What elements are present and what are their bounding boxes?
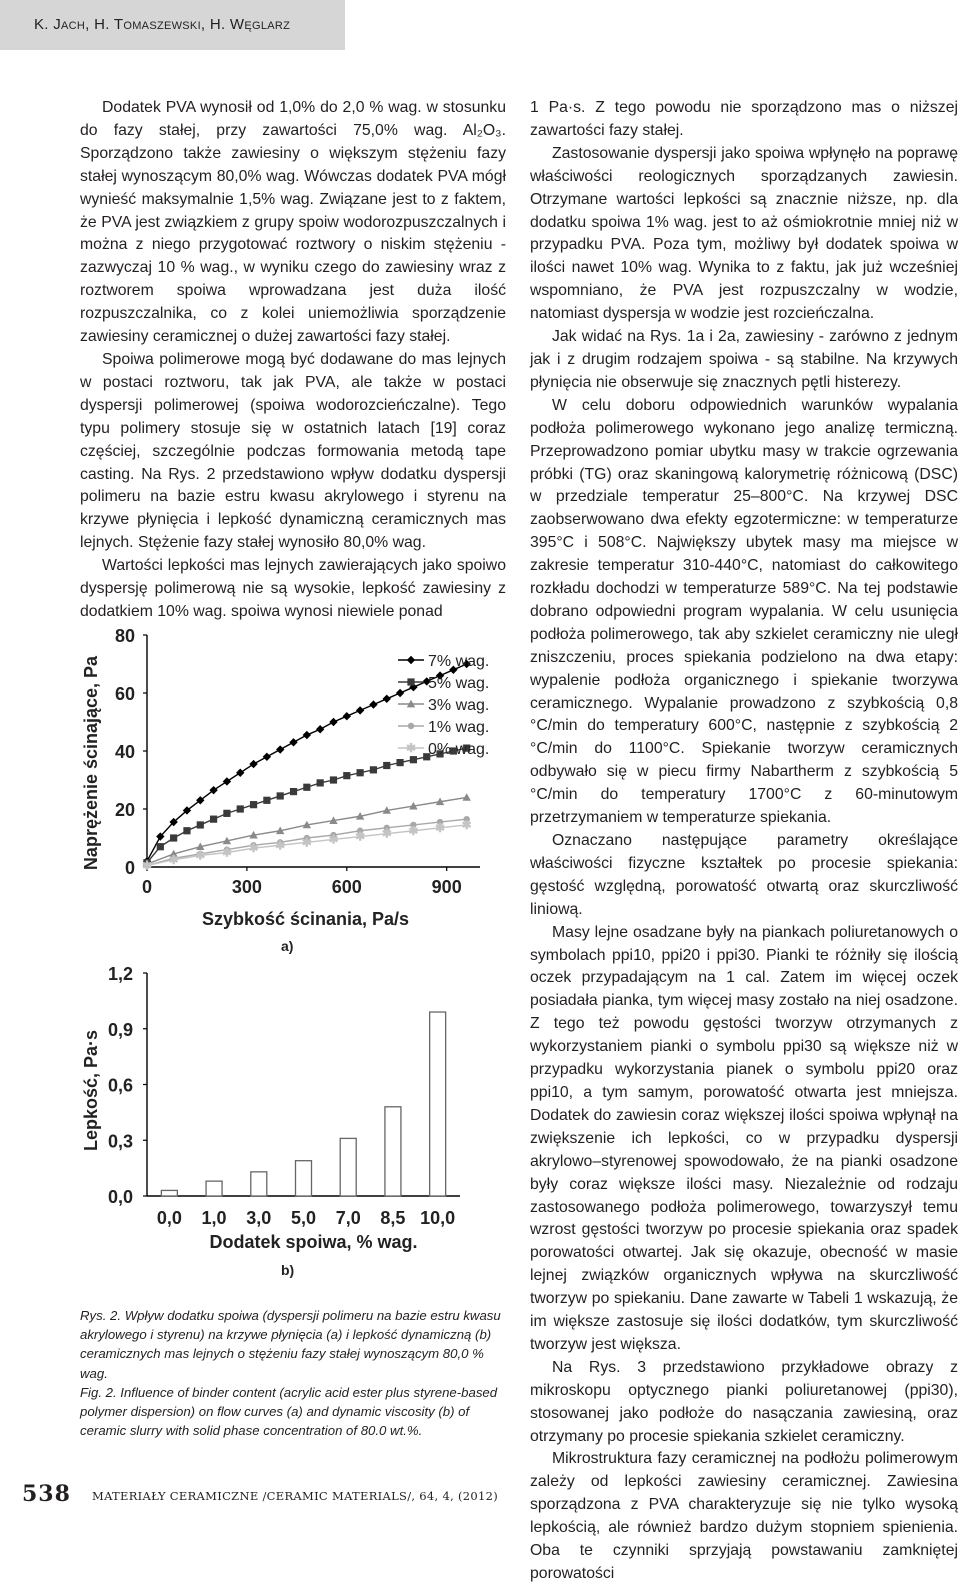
bar bbox=[340, 1138, 356, 1196]
data-point bbox=[237, 805, 244, 812]
data-point: ✱ bbox=[381, 826, 392, 841]
x-tick-label: 900 bbox=[431, 877, 462, 897]
data-point bbox=[170, 834, 177, 841]
x-tick-label: 0 bbox=[141, 877, 153, 897]
x-tick-label: 1,0 bbox=[201, 1208, 227, 1228]
data-point bbox=[370, 766, 377, 773]
data-point bbox=[157, 843, 164, 850]
paragraph: Dodatek PVA wynosił od 1,0% do 2,0 % wag. w stosunku do fazy stałej, przy zawartości 75,0% wag. Al₂O₃. Sporządzono także zawiesiny o większym stężeniu fazy stałej wynoszącym 80,0% wag. Wówczas dodatek PVA mógł wynieść maksymalnie 1,5% wag. Związane jest to z faktem, że PVA jest związkiem z grupy spoiw wodorozpuszczalnych i można z niego przygotować roztwory o niskim stężeniu - zazwyczaj 10 % wag., w wyniku czego do zawiesiny wraz z roztworem spoiwa wprowadzana jest duża ilość rozpuszczalnika, co z kolei uniemożliwia sporządzenie zawiesiny ceramicznej o dużej zawartości fazy stałej. bbox=[80, 99, 506, 346]
y-tick-label: 60 bbox=[114, 684, 135, 704]
legend-marker: ✱ bbox=[405, 741, 417, 755]
data-point bbox=[223, 810, 230, 817]
paragraph: Spoiwa polimerowe mogą być dodawane do mas lejnych w postaci roztworu, tak jak PVA, ale także w postaci dyspersji polimerowej (spoiwa wodorozcieńczalne). Tego typu polimery stosuje się w ostatnich latach [19] coraz częściej, szczególnie podczas formowania metodą tape casting. Na Rys. 2 przedstawiono wpływ dodatku dyspersji polimeru na bazie estru kwasu akrylowego i styrenu na krzywe płynięcia i lepkość dynamiczną ceramicznych mas lejnych. Stężenie fazy stałej wynosiło 80,0% wag. bbox=[80, 350, 506, 552]
data-point bbox=[396, 759, 403, 766]
data-point bbox=[250, 801, 257, 808]
y-tick-label: 80 bbox=[114, 626, 135, 646]
data-point bbox=[357, 769, 364, 776]
x-tick-label: 300 bbox=[231, 877, 262, 897]
x-tick-label: 7,0 bbox=[335, 1208, 361, 1228]
bar bbox=[296, 1161, 312, 1196]
bar bbox=[206, 1181, 222, 1196]
data-point bbox=[329, 718, 337, 726]
bar bbox=[161, 1190, 177, 1196]
data-point bbox=[330, 776, 337, 783]
left-column bbox=[80, 97, 506, 624]
data-point: ✱ bbox=[301, 835, 312, 850]
y-tick-label: 0,9 bbox=[107, 1019, 133, 1040]
data-point bbox=[383, 695, 391, 703]
bar bbox=[385, 1107, 401, 1196]
figure-label-a: a) bbox=[281, 938, 294, 954]
paragraph: Wartości lepkości mas lejnych zawierających jako spoiwo dyspersję polimerową nie są wysokie, lepkość zawiesiny z dodatkiem 10% wag. spoiwa wynosi niewiele ponad bbox=[80, 557, 506, 620]
paragraph: Mikrostruktura fazy ceramicznej na podłożu polimerowym zależy od lepkości zawiesiny ceramicznej. Zawiesina sporządzona z PVA charakteryzuje się nie tylko wysoką lepkością, ale również bardzo dużym stopniem spienienia. Oba te czynniki sprzyjają powstawaniu zamkniętej porowatości bbox=[530, 1450, 958, 1582]
legend-label: 1% wag. bbox=[428, 719, 490, 736]
x-tick-label: 10,0 bbox=[420, 1208, 456, 1228]
data-point: ✱ bbox=[328, 832, 339, 847]
paragraph: 1 Pa·s. Z tego powodu nie sporządzono mas o niższej zawartości fazy stałej. bbox=[530, 99, 958, 139]
paragraph: Jak widać na Rys. 1a i 2a, zawiesiny - zarówno z jednym jak i z drugim rodzajem spoiwa - są stabilne. Na krzywych płynięcia nie obserwuje się znacznych pętli histerezy. bbox=[530, 328, 958, 391]
paragraph: Masy lejne osadzane były na piankach poliuretanowych o symbolach ppi10, ppi20 i ppi30. Pianki te różniły się ilością oczek przypadającym na 1 cal. Zatem im więcej oczek posiadała pianka, tym więcej masy zostało na niej osadzone. Z tego też powodu gęstości tworzyw otrzymanych z wykorzystaniem pianki o symbolu ppi30 są większe niż w przypadku wykorzystania pianek o symbolu ppi20 oraz ppi10, a tym samym, porowatość otwarta jest mniejsza. Dodatek do zawiesin coraz większej ilości spoiwa wpłynął na zwiększenie ich lepkości, co w przypadku dyspersji akrylowo–styrenowej spowodowało, że na pianki osadzone były coraz większe ilości masy. Niezależnie od rodzaju zastosowanego podłoża polimerowego, towarzyszył temu wzrost gęstości tworzyw po procesie spiekania oraz spadek porowatości otwartej. Jak się okazuje, obecność w masie lejnej związków organicznych wpływa na skurczliwość tworzyw po spiekaniu. Dane zawarte w Tabeli 1 wskazują, że im większe zastosuje się ilości dodatków, tym skurczliwość tworzyw jest większa. bbox=[530, 923, 958, 1353]
data-point bbox=[290, 788, 297, 795]
data-point: ✱ bbox=[408, 823, 419, 838]
y-tick-label: 1,2 bbox=[107, 964, 133, 984]
data-point bbox=[249, 760, 257, 768]
data-point: ✱ bbox=[461, 817, 472, 832]
data-point bbox=[356, 706, 364, 714]
authors-text: K. Jach, H. Tomaszewski, H. Węglarz bbox=[34, 16, 291, 33]
data-point bbox=[276, 745, 284, 753]
y-axis-label: Naprężenie ścinające, Pa bbox=[81, 655, 101, 871]
series-line bbox=[147, 664, 467, 861]
data-point bbox=[210, 816, 217, 823]
legend-marker bbox=[407, 656, 415, 664]
journal-footer: MATERIAŁY CERAMICZNE /CERAMIC MATERIALS/, 64, 4, (2012) bbox=[92, 1489, 499, 1503]
caption-polish: Rys. 2. Wpływ dodatku spoiwa (dyspersji polimeru na bazie estru kwasu akrylowego i styrenu) na krzywe płynięcia (a) i lepkość dynamiczną (b) ceramicznych mas lejnych o stężeniu fazy stałej wynoszącym 80,0 % wag. bbox=[80, 1308, 501, 1381]
data-point: ✱ bbox=[221, 845, 232, 860]
figure-label-b: b) bbox=[281, 1262, 295, 1278]
legend-label: 5% wag. bbox=[428, 675, 490, 692]
data-point: ✱ bbox=[275, 838, 286, 853]
figure-caption bbox=[80, 1306, 506, 1440]
data-point bbox=[289, 738, 297, 746]
bar bbox=[251, 1172, 267, 1196]
data-point: ✱ bbox=[435, 820, 446, 835]
caption-english: Fig. 2. Influence of binder content (acrylic acid ester plus styrene-based polymer dispersion) on flow curves (a) and dynamic viscosity (b) of ceramic slurry with solid phase concentration of 80.0 wt.%. bbox=[80, 1384, 498, 1439]
y-tick-label: 20 bbox=[114, 800, 135, 820]
data-point: ✱ bbox=[195, 848, 206, 863]
data-point bbox=[236, 769, 244, 777]
paragraph: W celu doboru odpowiednich warunków wypalania podłoża polimerowego wykonano jego analizę termiczną. Przeprowadzono pomiar ubytku masy w trakcie ogrzewania próbki (TG) oraz skaningową kalorymetrię różnicową (DSC) w przedziale temperatur 25–800°C. Na krzywej DSC zaobserwowano dwa efekty egzotermiczne: w temperaturze 395°C i 508°C. Największy ubytek masy ma miejsce w zakresie temperatur 310-440°C, natomiast do całkowitego rozkładu dochodzi w temperaturze 589°C. Na tej podstawie dobrano odpowiedni program wypalania. W celu usunięcia podłoża polimerowego, tak aby szkielet ceramiczny nie uległ zniszczeniu, proces spiekania podzielono na dwa etapy: wypalenie podłoża organicznego i spiekanie tworzywa ceramicznego. Wypalanie prowadzono z szybkością 0,8 °C/min do temperatury 600°C, następnie z szybkością 2 °C/min do 1100°C. Spiekanie tworzyw ceramicznych odbywało się w piecu firmy Nabartherm z szybkością 5 °C/min do temperatury 1700°C z 60-minutowym przetrzymaniem w temperaturze spiekania. bbox=[530, 396, 958, 827]
data-point bbox=[343, 712, 351, 720]
x-axis-label: Szybkość ścinania, Pa/s bbox=[201, 909, 410, 929]
data-point bbox=[263, 797, 270, 804]
flow-curve-chart bbox=[80, 615, 510, 935]
data-point bbox=[369, 700, 377, 708]
bar bbox=[430, 1012, 446, 1196]
viscosity-bar-chart bbox=[80, 955, 510, 1255]
x-tick-label: 600 bbox=[331, 877, 362, 897]
legend-label: 0% wag. bbox=[428, 741, 490, 758]
x-tick-label: 3,0 bbox=[246, 1208, 272, 1228]
data-point bbox=[277, 792, 284, 799]
legend-label: 7% wag. bbox=[428, 653, 490, 670]
data-point bbox=[197, 821, 204, 828]
data-point bbox=[263, 753, 271, 761]
legend-marker bbox=[407, 678, 414, 685]
data-point bbox=[223, 777, 231, 785]
running-header-authors bbox=[34, 16, 290, 33]
x-tick-label: 8,5 bbox=[380, 1208, 406, 1228]
data-point bbox=[317, 779, 324, 786]
y-tick-label: 0,6 bbox=[107, 1075, 133, 1096]
data-point bbox=[383, 762, 390, 769]
y-tick-label: 0 bbox=[124, 858, 135, 878]
data-point bbox=[303, 784, 310, 791]
data-point: ✱ bbox=[168, 852, 179, 867]
data-point bbox=[183, 827, 190, 834]
data-point bbox=[303, 731, 311, 739]
right-column bbox=[530, 97, 958, 1586]
legend-label: 3% wag. bbox=[428, 697, 490, 714]
data-point bbox=[316, 725, 324, 733]
data-point: ✱ bbox=[141, 858, 153, 873]
x-axis-label: Dodatek spoiwa, % wag. bbox=[209, 1232, 418, 1252]
data-point: ✱ bbox=[355, 829, 366, 844]
legend-marker bbox=[408, 723, 414, 729]
paragraph: Na Rys. 3 przedstawiono przykładowe obrazy z mikroskopu optycznego pianki poliuretanowej (ppi30), stosowanej jako podłoże do nasączania zawiesiną, oraz otrzymany po procesie spiekania szkielet ceramiczny. bbox=[530, 1358, 958, 1445]
x-tick-label: 0,0 bbox=[156, 1208, 182, 1228]
data-point: ✱ bbox=[248, 841, 259, 856]
data-point bbox=[396, 689, 404, 697]
data-point bbox=[410, 756, 417, 763]
y-axis-label: Lepkość, Pa·s bbox=[81, 1029, 101, 1152]
y-tick-label: 0,0 bbox=[107, 1187, 133, 1207]
paragraph: Oznaczano następujące parametry określające właściwości fizyczne kształtek po procesie spiekania: gęstość względną, porowatość otwartą oraz skurczliwość liniową. bbox=[530, 832, 958, 918]
page-number: 538 bbox=[22, 1481, 71, 1507]
paragraph: Zastosowanie dyspersji jako spoiwa wpłynęło na poprawę właściwości reologicznych sporządzanych zawiesin. Otrzymane wartości lepkości są znacznie niższe, np. dla dodatku spoiwa 1% wag. jest to aż ośmiokrotnie mniej niż w przypadku PVA. Poza tym, możliwy był dodatek spoiwa w ilości nawet 10% wag. Wynika to z faktu, jak już wcześniej wspomniano, że PVA jest rozpuszczalny w wodzie, natomiast dyspersja w wodzie jest rozcieńczalna. bbox=[530, 144, 958, 323]
data-point bbox=[462, 793, 470, 801]
x-tick-label: 5,0 bbox=[290, 1208, 317, 1228]
data-point bbox=[343, 772, 350, 779]
y-tick-label: 0,3 bbox=[107, 1131, 133, 1152]
y-tick-label: 40 bbox=[114, 742, 135, 762]
